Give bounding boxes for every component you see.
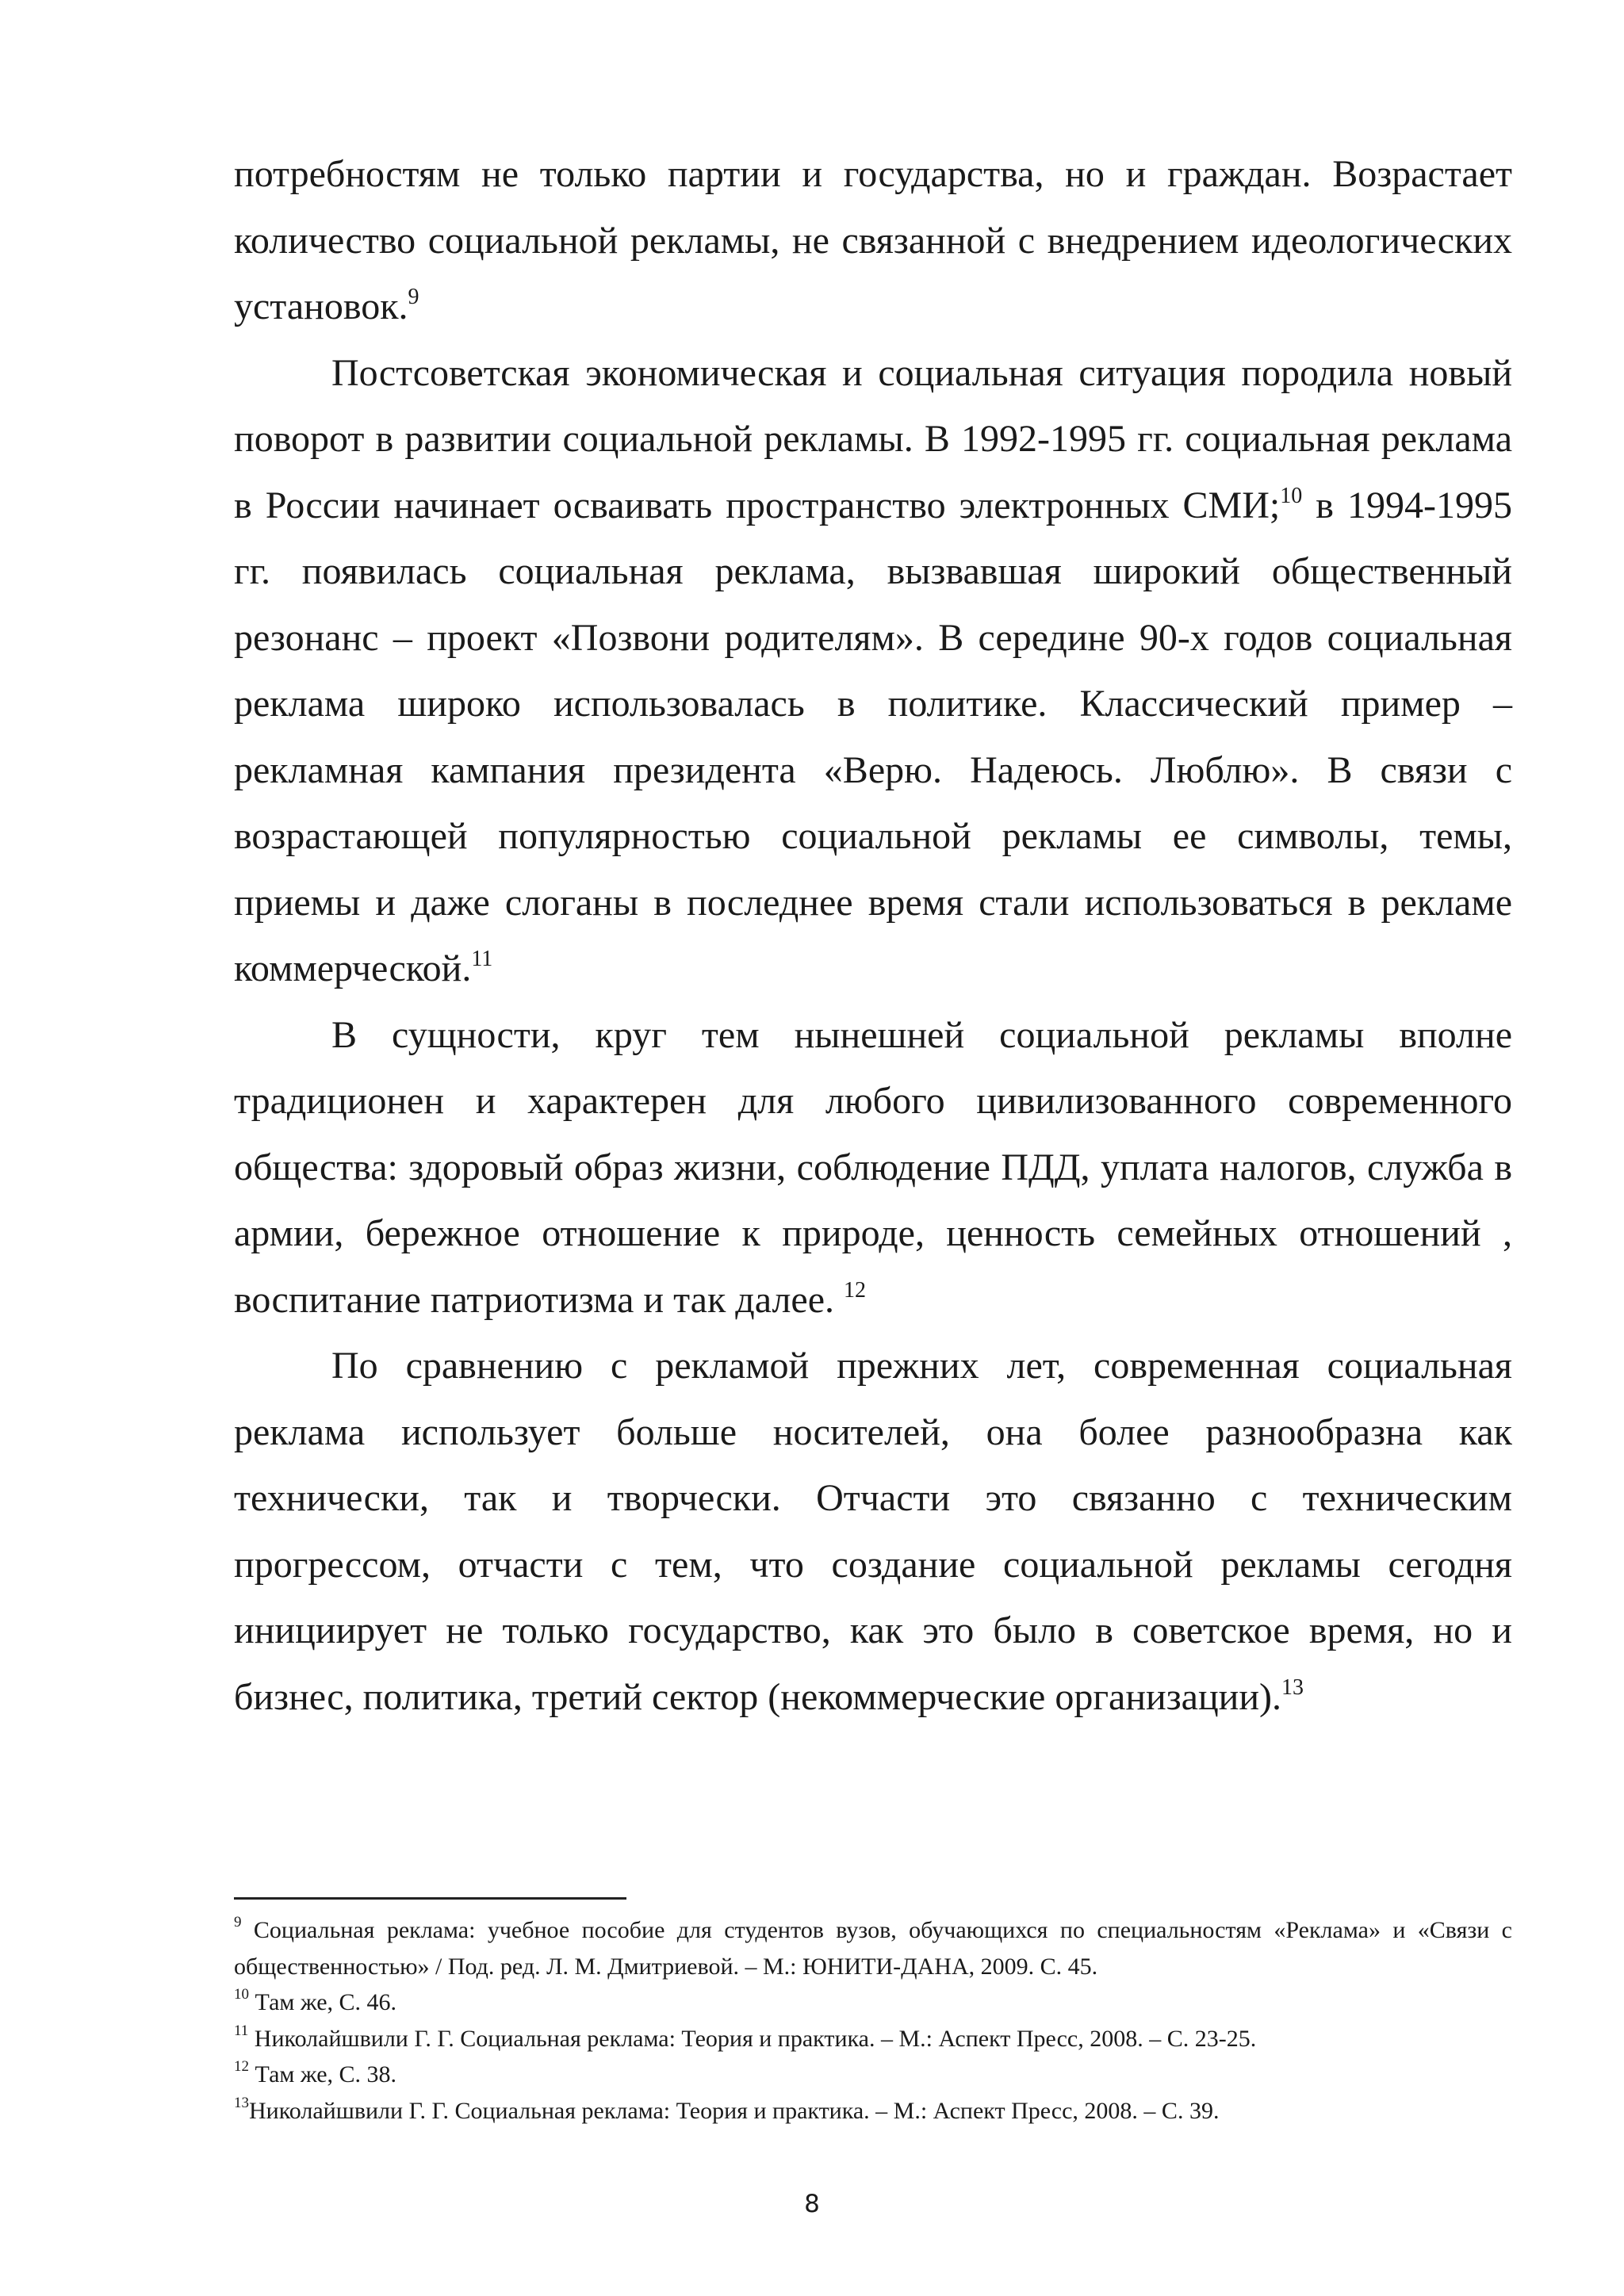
paragraph-text: В сущности, круг тем нынешней социальной рекламы вполне традиционен и характерен для любого цивилизованного современного общества: здоровый образ жизни, соблюдение ПДД, уплата налогов, служба в армии, бережное отношение к природе, ценность семейных отношений , воспитание патриотизма и так далее. (234, 1013, 1512, 1321)
footnotes (234, 1912, 1512, 2129)
paragraph (234, 141, 1512, 340)
footnote (234, 1984, 1512, 2021)
paragraph-text: Постсоветская экономическая и социальная ситуация породила новый поворот в развитии социальной рекламы. В 1992-1995 гг. социальная реклама в России начинает осваивать пространство электронных СМИ; (234, 351, 1512, 526)
footnote-text: Там же, С. 46. (249, 1989, 397, 2015)
footnote-separator (234, 1897, 626, 1900)
footnote-ref: 9 (408, 285, 419, 309)
body-text (234, 141, 1512, 1730)
footnote-ref: 12 (844, 1277, 867, 1303)
footnote (234, 2057, 1512, 2093)
paragraph-text: По сравнению с рекламой прежних лет, современная социальная реклама использует больше носителей, она более разнообразна как технически, так и творчески. Отчасти это связанно с техническим прогрессом, отчасти с тем, что создание социальной рекламы сегодня инициирует не только государство, как это было в советское время, но и бизнес, политика, третий сектор (некоммерческие организации). (234, 1345, 1512, 1718)
paragraph-text: в 1994-1995 гг. появилась социальная реклама, вызвавшая широкий общественный резонанс – проект «Позвони родителям». В середине 90-х годов социальная реклама широко использовалась в политике. Классический пример – рекламная кампания президента «Верю. Надеюсь. Люблю». В связи с возрастающей популярностью социальной рекламы ее символы, темы, приемы и даже слоганы в последнее время стали использоваться в рекламе коммерческой. (234, 484, 1513, 989)
footnote-mark: 11 (234, 2022, 249, 2039)
footnote (234, 2021, 1512, 2057)
footnote-ref: 11 (471, 947, 493, 971)
footnote (234, 1912, 1512, 1984)
page-number: 8 (804, 2190, 820, 2218)
footnote-text: Николайшвили Г. Г. Социальная реклама: Теория и практика. – М.: Аспект Пресс, 2008. – С. 23-25. (248, 2025, 1257, 2052)
footnote-text: Николайшвили Г. Г. Социальная реклама: Теория и практика. – М.: Аспект Пресс, 2008. – С. 39. (249, 2097, 1220, 2124)
paragraph (234, 1002, 1512, 1334)
footnote-mark: 10 (234, 1986, 249, 2003)
footnote-ref: 10 (1280, 483, 1303, 508)
footnote-text: Социальная реклама: учебное пособие для студентов вузов, обучающихся по специальностям «Реклама» и «Связи с общественностью» / Под. ред. Л. М. Дмитриевой. – М.: ЮНИТИ-ДАНА, 2009. С. 45. (234, 1917, 1512, 1980)
footnote-mark: 9 (234, 1914, 242, 1931)
footnote-mark: 12 (234, 2058, 249, 2075)
paragraph-text: потребностям не только партии и государства, но и граждан. Возрастает количество социальной рекламы, не связанной с внедрением идеологических установок. (234, 153, 1512, 327)
paragraph (234, 1333, 1512, 1730)
footnote-ref: 13 (1281, 1674, 1304, 1700)
paragraph (234, 340, 1512, 1002)
footnote-mark: 13 (234, 2094, 249, 2111)
footnote-text: Там же, С. 38. (249, 2061, 397, 2087)
footnote (234, 2093, 1512, 2130)
